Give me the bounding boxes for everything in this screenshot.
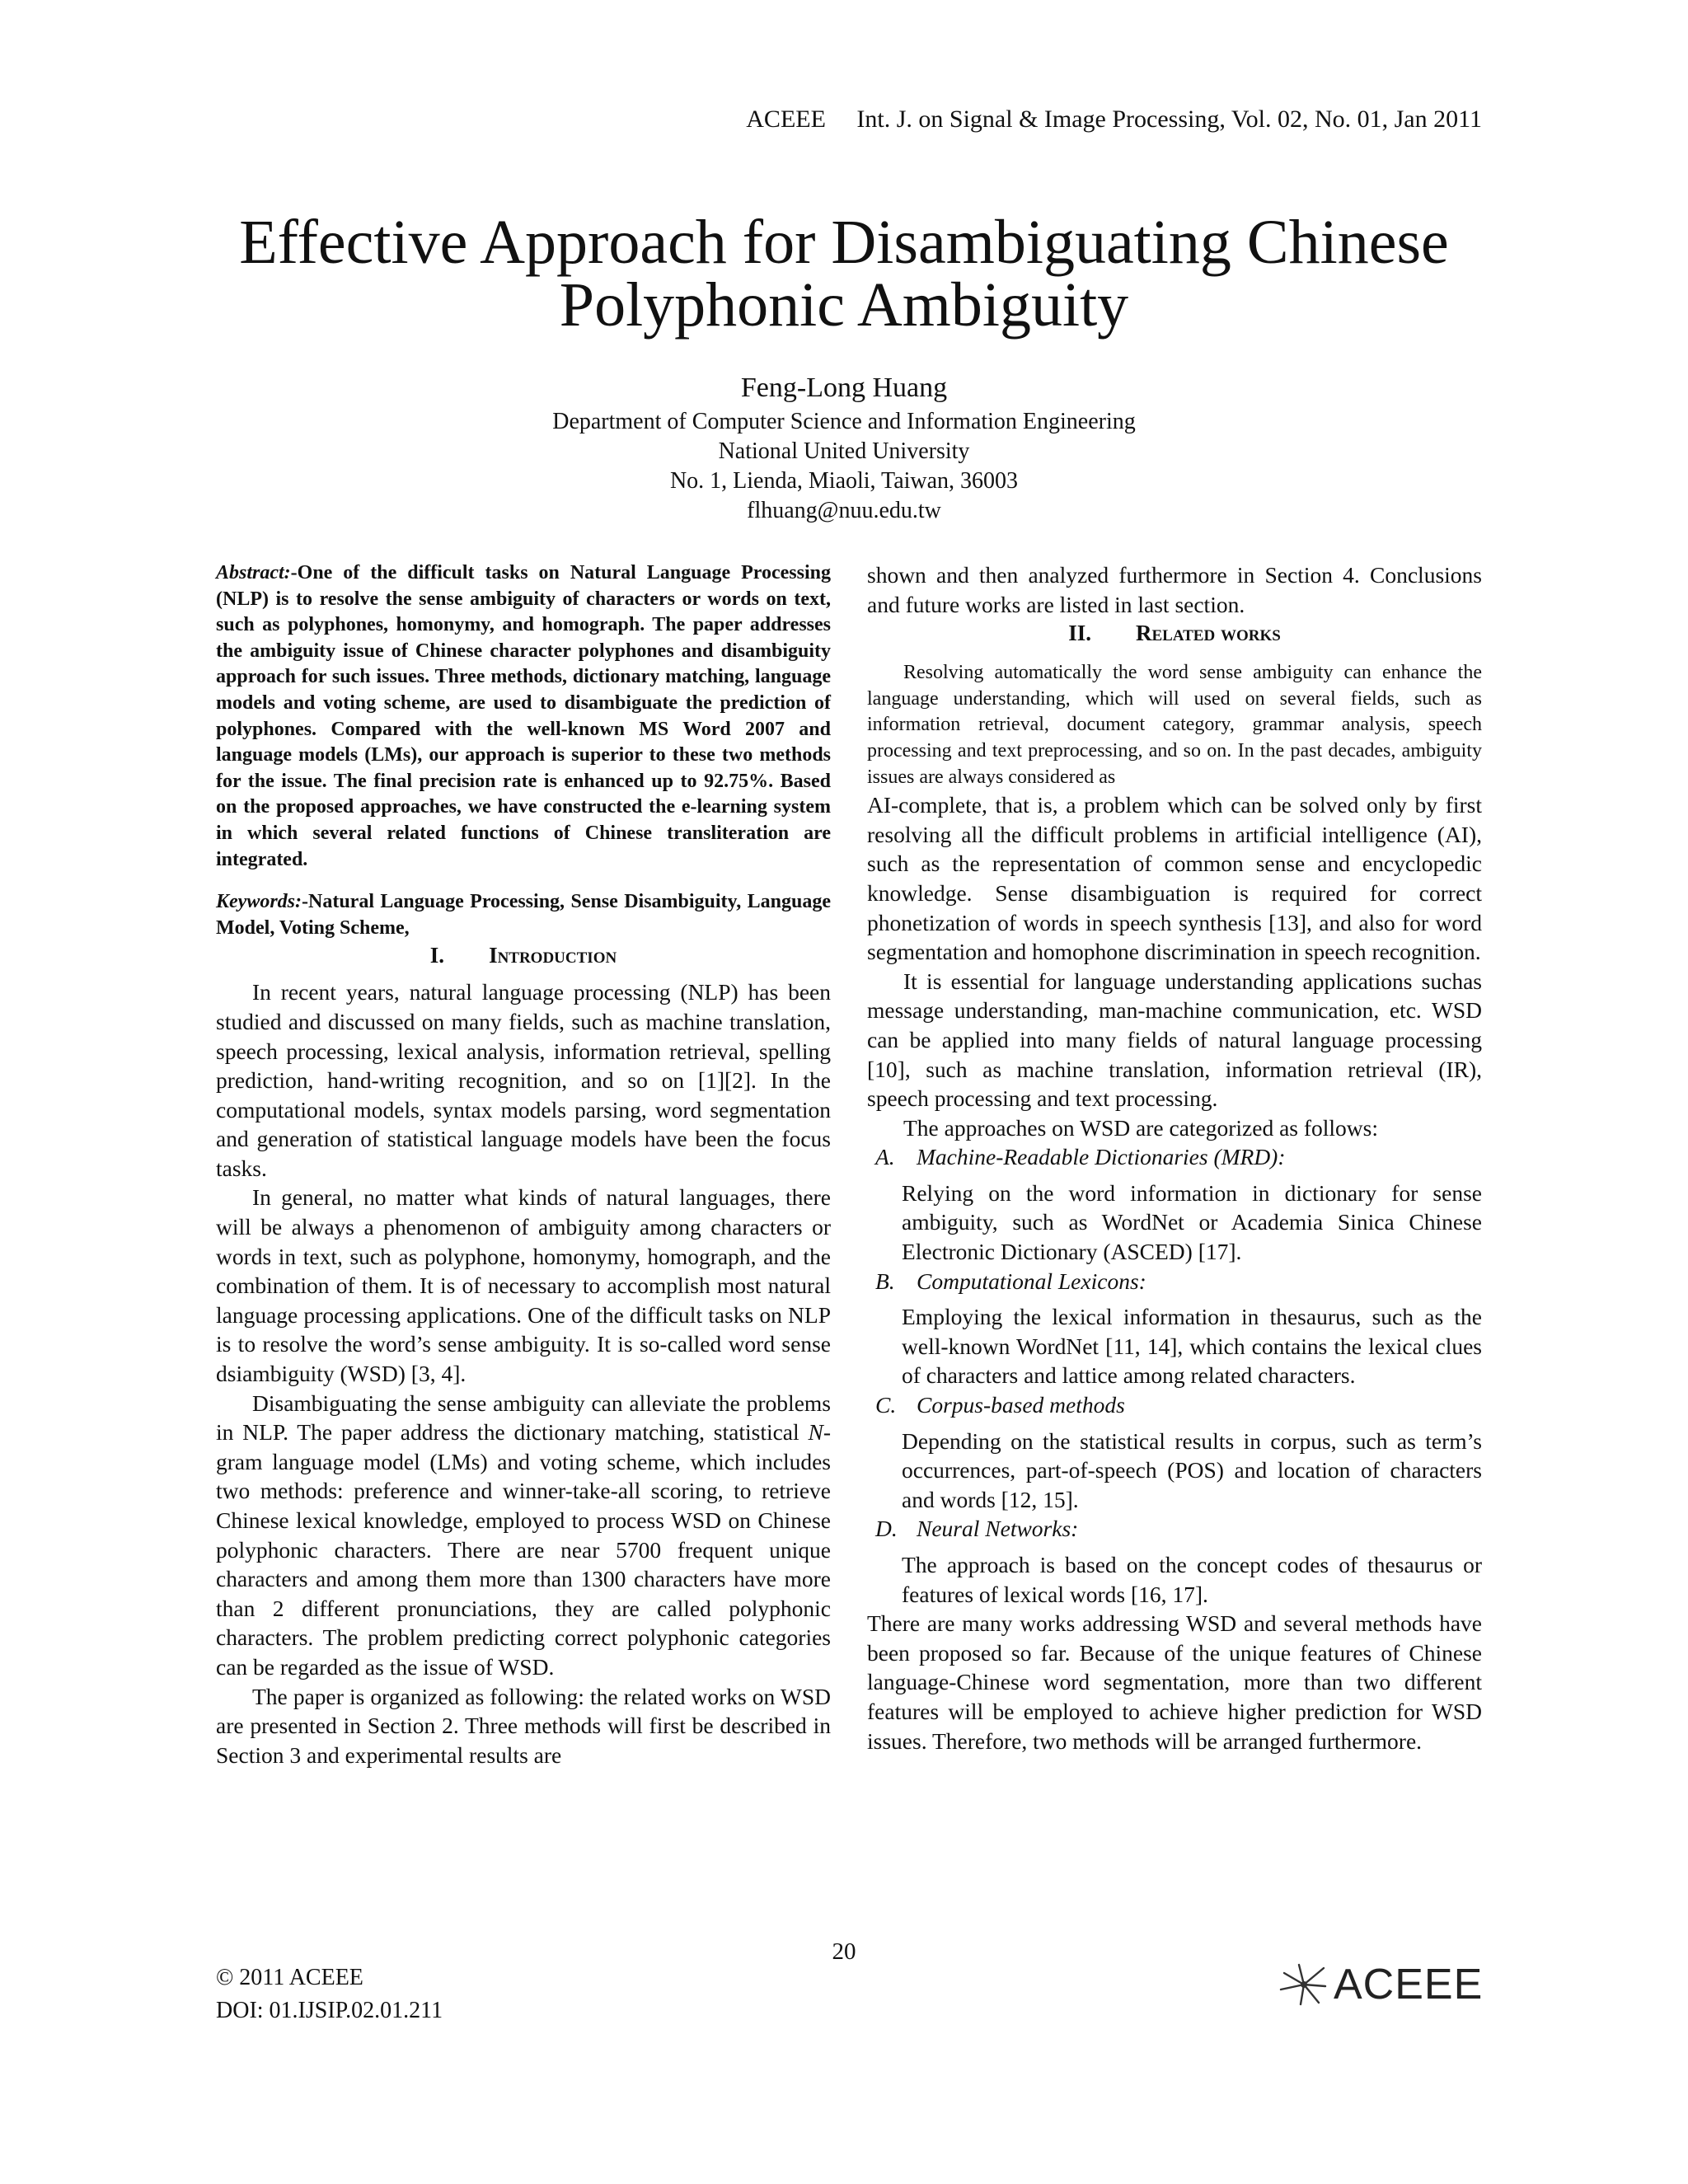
affiliation-department: Department of Computer Science and Information Engineering	[552, 409, 1136, 434]
intro-paragraph-3	[216, 1389, 831, 1682]
subsection-title: Neural Networks:	[917, 1516, 1079, 1542]
section-number: I.	[429, 943, 445, 968]
subsection-body-corpus: Depending on the statistical results in corpus, such as term’s occurrences, part-of-speech (POS) and location of characters and words [12, 15].	[902, 1427, 1482, 1512]
related-paragraph-1-rest: AI-complete, that is, a problem which can be solved only by first resolving all the difficult problems in artificial intelligence (AI), such as the representation of common sense and encyclopedic knowledge. Sense disambiguation is required for correct phonetization of words in speech synthesis [13], and also for word segmentation and homophone discrimination in speech recognition.	[867, 792, 1482, 965]
subsection-title: Computational Lexicons:	[917, 1268, 1146, 1294]
subsection-body-lexicons: Employing the lexical information in thesaurus, such as the well-known WordNet [11, 14], which contains the lexical clues of characters and lattice among related characters.	[902, 1304, 1482, 1389]
subsection-letter: A.	[875, 1144, 895, 1170]
intro-paragraph-2: In general, no matter what kinds of natural languages, there will be always a phenomenon of ambiguity among characters or words in text, such as polyphone, homonymy, homograph, and the combination of them. It is of necessary to accomplish most natural language processing applications. One of the difficult tasks on NLP is to resolve the word’s sense ambiguity. It is so-called word sense dsiambiguity (WSD) [3, 4].	[216, 1184, 831, 1387]
intro-paragraph-3-part-b: -gram language model (LMs) and voting scheme, which includes two methods: preference and winner-take-all scoring, to retrieve Chinese lexical knowledge, employed to process WSD on Chinese polyphonic characters. There are near 5700 frequent unique characters and among them more than 1300 characters have more than 2 different pronunciations, they are called polyphonic characters. The problem predicting correct polyphonic categories can be regarded as the issue of WSD.	[216, 1419, 831, 1680]
subsection-heading-lexicons	[875, 1267, 1482, 1296]
section-title: Introduction	[489, 943, 617, 968]
intro-paragraph-3-part-a: Disambiguating the sense ambiguity can alleviate the problems in NLP. The paper address the dictionary matching, statistical	[216, 1390, 831, 1446]
author-name: Feng-Long Huang	[740, 373, 948, 403]
subsection-body-neural: The approach is based on the concept codes of thesaurus or features of lexical words [16, 17].	[902, 1552, 1482, 1607]
related-paragraph-1-small: Resolving automatically the word sense ambiguity can enhance the language understanding, which will used on several fields, such as information retrieval, document category, grammar analysis, speech processing and text preprocessing, and so on. In the past decades, ambiguity issues are always considered as	[867, 662, 1482, 788]
intro-paragraph-4-continued: shown and then analyzed furthermore in Section 4. Conclusions and future works are listed in last section.	[867, 562, 1482, 617]
aceee-logo	[1276, 1960, 1483, 2009]
doi: DOI: 01.IJSIP.02.01.211	[216, 1998, 443, 2023]
right-column	[867, 560, 1482, 1755]
footer-left	[216, 1961, 443, 2027]
section-title: Related works	[1135, 621, 1281, 646]
title-line-1: Effective Approach for Disambiguating Chinese	[239, 208, 1449, 277]
keywords-text: -Natural Language Processing, Sense Disambiguity, Language Model, Voting Scheme,	[216, 891, 831, 939]
subsection-letter: C.	[875, 1392, 897, 1418]
subsection-title: Corpus-based methods	[917, 1392, 1125, 1418]
related-paragraph-2: It is essential for language understanding applications suchas message understanding, man-machine communication, etc. WSD can be applied into many fields of natural language processing [10], such as machine translation, information retrieval (IR), speech processing and text processing.	[867, 968, 1482, 1112]
subsection-heading-mrd	[875, 1142, 1482, 1172]
keywords	[216, 889, 831, 941]
logo-text: ACEEE	[1334, 1961, 1484, 2008]
subsection-body-mrd: Relying on the word information in dictionary for sense ambiguity, such as WordNet or Academia Sinica Chinese Electronic Dictionary (ASCED) [17].	[902, 1179, 1482, 1265]
title-line-2: Polyphonic Ambiguity	[559, 270, 1129, 340]
section-heading-related-works	[867, 619, 1482, 647]
subsection-letter: B.	[875, 1268, 895, 1294]
affiliation-address: No. 1, Lienda, Miaoli, Taiwan, 36003	[669, 468, 1019, 494]
abstract	[216, 560, 831, 873]
section-heading-introduction	[216, 941, 831, 969]
page-number: 20	[832, 1938, 856, 1965]
star-burst-icon	[1276, 1961, 1329, 2008]
subsection-heading-corpus	[875, 1390, 1482, 1420]
author-email: flhuang@nuu.edu.tw	[747, 498, 941, 523]
abstract-text: -One of the difficult tasks on Natural Language Processing (NLP) is to resolve the sense ambiguity of characters or words on text, such as polyphones, homonymy, and homograph. The paper addresses the ambiguity issue of Chinese character polyphones and disambiguity approach for such issues. Three methods, dictionary matching, language models and voting scheme, are used to disambiguate the prediction of polyphones. Compared with the well-known MS Word 2007 and language models (LMs), our approach is superior to these two methods for the issue. The final precision rate is enhanced up to 92.75%. Based on the proposed approaches, we have constructed the e-learning system in which several related functions of Chinese transliteration are integrated.	[216, 562, 831, 870]
related-paragraph-3: The approaches on WSD are categorized as follows:	[903, 1114, 1379, 1141]
subsection-heading-neural	[875, 1514, 1482, 1544]
affiliation-university: National United University	[718, 438, 970, 464]
n-gram-italic: N	[808, 1419, 823, 1446]
intro-paragraph-4: The paper is organized as following: the related works on WSD are presented in Section 2. Three methods will first be described in Section 3 and experimental results are	[216, 1683, 831, 1768]
subsection-letter: D.	[875, 1516, 898, 1542]
keywords-label: Keywords:	[216, 891, 302, 913]
paper-title	[0, 208, 1688, 340]
related-paragraph-4: There are many works addressing WSD and several methods have been proposed so far. Because of the unique features of Chinese language-Chinese word segmentation, more than two different features will be employed to achieve higher prediction for WSD issues. Therefore, two methods will be arranged furthermore.	[867, 1610, 1482, 1754]
left-column	[216, 560, 831, 1769]
intro-paragraph-1: In recent years, natural language processing (NLP) has been studied and discussed on many fields, such as machine translation, speech processing, lexical analysis, information retrieval, spelling prediction, hand-writing recognition, and so on [1][2]. In the computational models, syntax models parsing, word segmentation and generation of statistical language models have been the focus tasks.	[216, 979, 831, 1181]
running-header: ACEEE Int. J. on Signal & Image Processing, Vol. 02, No. 01, Jan 2011	[746, 105, 1482, 133]
section-number: II.	[1068, 621, 1091, 646]
copyright: © 2011 ACEEE	[216, 1965, 363, 1990]
subsection-title: Machine-Readable Dictionaries (MRD):	[917, 1144, 1286, 1170]
author-block	[0, 369, 1688, 526]
abstract-label: Abstract:	[216, 562, 291, 583]
